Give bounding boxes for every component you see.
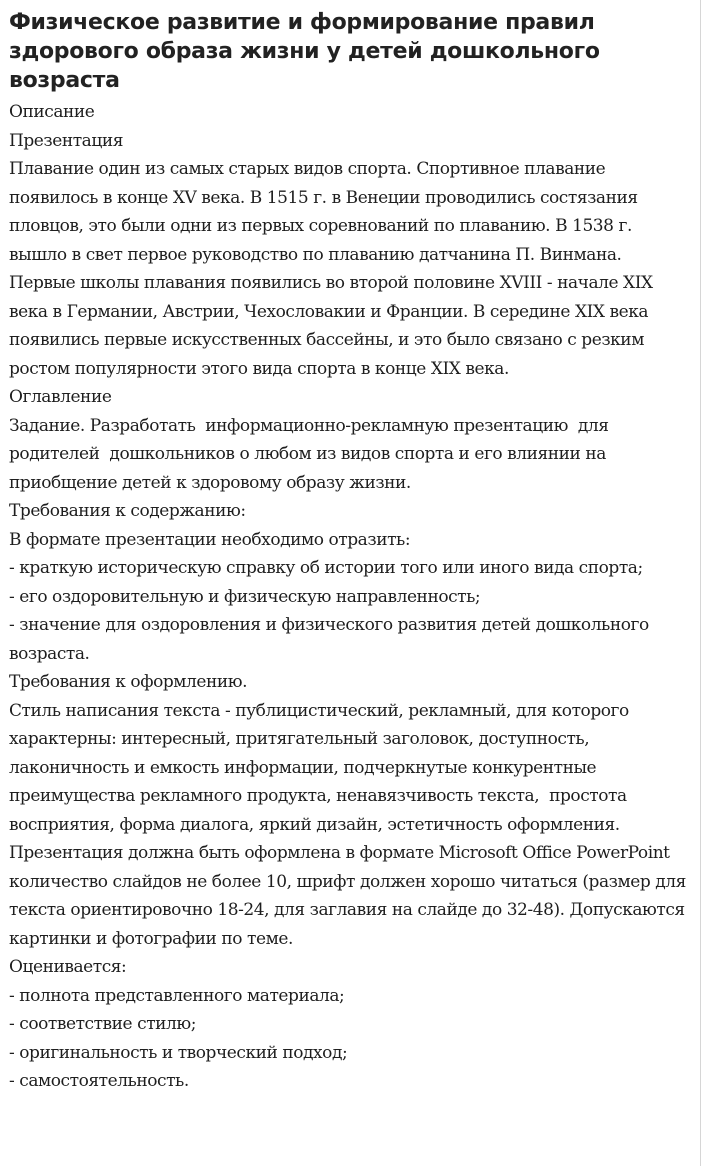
evaluation-heading: Оценивается: [9,957,127,977]
section-description-label: Описание [9,102,95,122]
document-title: Физическое развитие и формирование правил здорового образа жизни у детей дошкольного возраста [9,10,600,93]
evaluation-criterion: - самостоятельность. [9,1071,189,1091]
content-requirement-item: - значение для оздоровления и физического развития детей дошкольного возраста. [9,615,654,664]
content-requirement-item: - краткую историческую справку об истории того или иного вида спорта; [9,558,643,578]
design-requirements-heading: Требования к оформлению. [9,672,248,692]
format-paragraph: Презентация должна быть оформлена в формате Microsoft Office PowerPoint количество слайдов не более 10, шрифт должен хорошо читаться (размер для текста ориентировочно 18-24, для заглавия на слайде до 32-48). Допускаются картинки и фотографии по теме. [9,843,691,949]
content-requirements-heading: Требования к содержанию: [9,501,246,521]
evaluation-criterion: - полнота представленного материала; [9,985,345,1006]
evaluation-criterion: - соответствие стилю; [9,1014,197,1034]
section-contents-label: Оглавление [9,387,112,407]
task-paragraph: Задание. Разработать информационно-рекламную презентацию для родителей дошкольников о любом из видов спорта и его влиянии на приобщение детей к здоровому образу жизни. [9,415,614,493]
evaluation-criterion: - оригинальность и творческий подход; [9,1042,348,1063]
content-requirement-item: - его оздоровительную и физическую направленность; [9,586,481,607]
section-presentation-label: Презентация [9,130,124,151]
history-paragraph: Плавание один из самых старых видов спорта. Спортивное плавание появилось в конце XV века. В 1515 г. в Венеции проводились состязания пловцов, это были одни из первых соревнований по плаванию. В 1538 г. вышло в свет первое руководство по плаванию датчанина П. Винмана. Первые школы плавания появились во второй половине XVIII - начале XIX века в Германии, Австрии, Чехословакии и Франции. В середине XIX века появились первые искусственных бассейны, и это было связано с резким ростом популярности этого вида спорта в конце XIX века. [9,159,658,379]
content-requirements-intro: В формате презентации необходимо отразить: [9,529,411,550]
style-paragraph: Стиль написания текста - публицистический, рекламный, для которого характерны: интересный, притягательный заголовок, доступность, лаконичность и емкость информации, подчеркнутые конкурентные преимущества рекламного продукта, ненавязчивость текста, простота восприятия, форма диалога, яркий дизайн, эстетичность оформления. [9,700,634,835]
